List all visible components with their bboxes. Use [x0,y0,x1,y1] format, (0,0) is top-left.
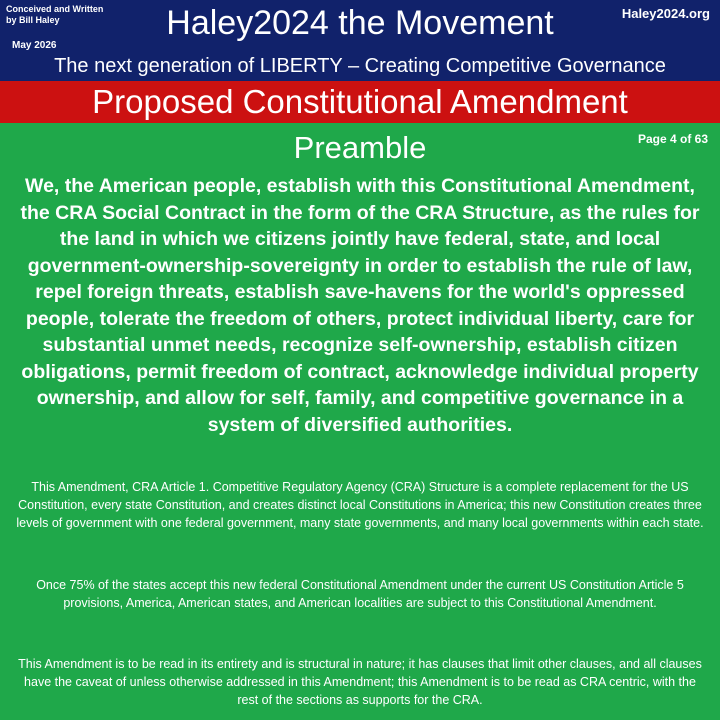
amendment-banner: Proposed Constitutional Amendment [0,81,720,123]
preamble-text: We, the American people, establish with this Constitutional Amendment, the CRA Social Contract in the form of the CRA Structure, as the rules for the land in which we citizens jointly have federal, state, and local government-ownership-sovereignty in order to establish the rule of law, repel foreign threats, establish save-havens for the world's oppressed people, tolerate the freedom of others, protect individual liberty, care for substantial unmet needs, recognize self-ownership, establish citizen obligations, permit freedom of contract, acknowledge individual property ownership, and allow for self, family, and competitive governance in a system of diversified authorities. [20,175,700,436]
website-label: Haley2024.org [621,6,710,21]
movement-subtitle: The next generation of LIBERTY – Creating Competitive Governance [54,55,666,77]
header-bar [0,0,720,81]
publication-date: May 2026 [12,40,57,51]
paragraph-interpretation: This Amendment is to be read in its entirety and is structural in nature; it has clauses that limit other clauses, and all clauses have the caveat of unless otherwise addressed in this Amendment; this Amendment is to be read as CRA centric, with the rest of the sections as supports for the CRA. [18,657,702,707]
paragraph-ratification: Once 75% of the states accept this new federal Constitutional Amendment under the current US Constitution Article 5 provisions, America, American states, and American localities are subject to this Constitutional Amendment. [36,578,684,610]
credit-line-2: by Bill Haley [6,15,60,25]
section-title: Preamble [293,130,427,165]
movement-title: Haley2024 the Movement [166,4,554,42]
page-number: Page 4 of 63 [637,132,708,146]
credit-line-1: Conceived and Written [6,4,104,14]
paragraph-structure: This Amendment, CRA Article 1. Competitive Regulatory Agency (CRA) Structure is a complete replacement for the US Constitution, every state Constitution, and creates distinct local Constitutions in America; this new Constitution creates three levels of government with one federal government, many state governments, and many local governments within each state. [16,480,704,530]
